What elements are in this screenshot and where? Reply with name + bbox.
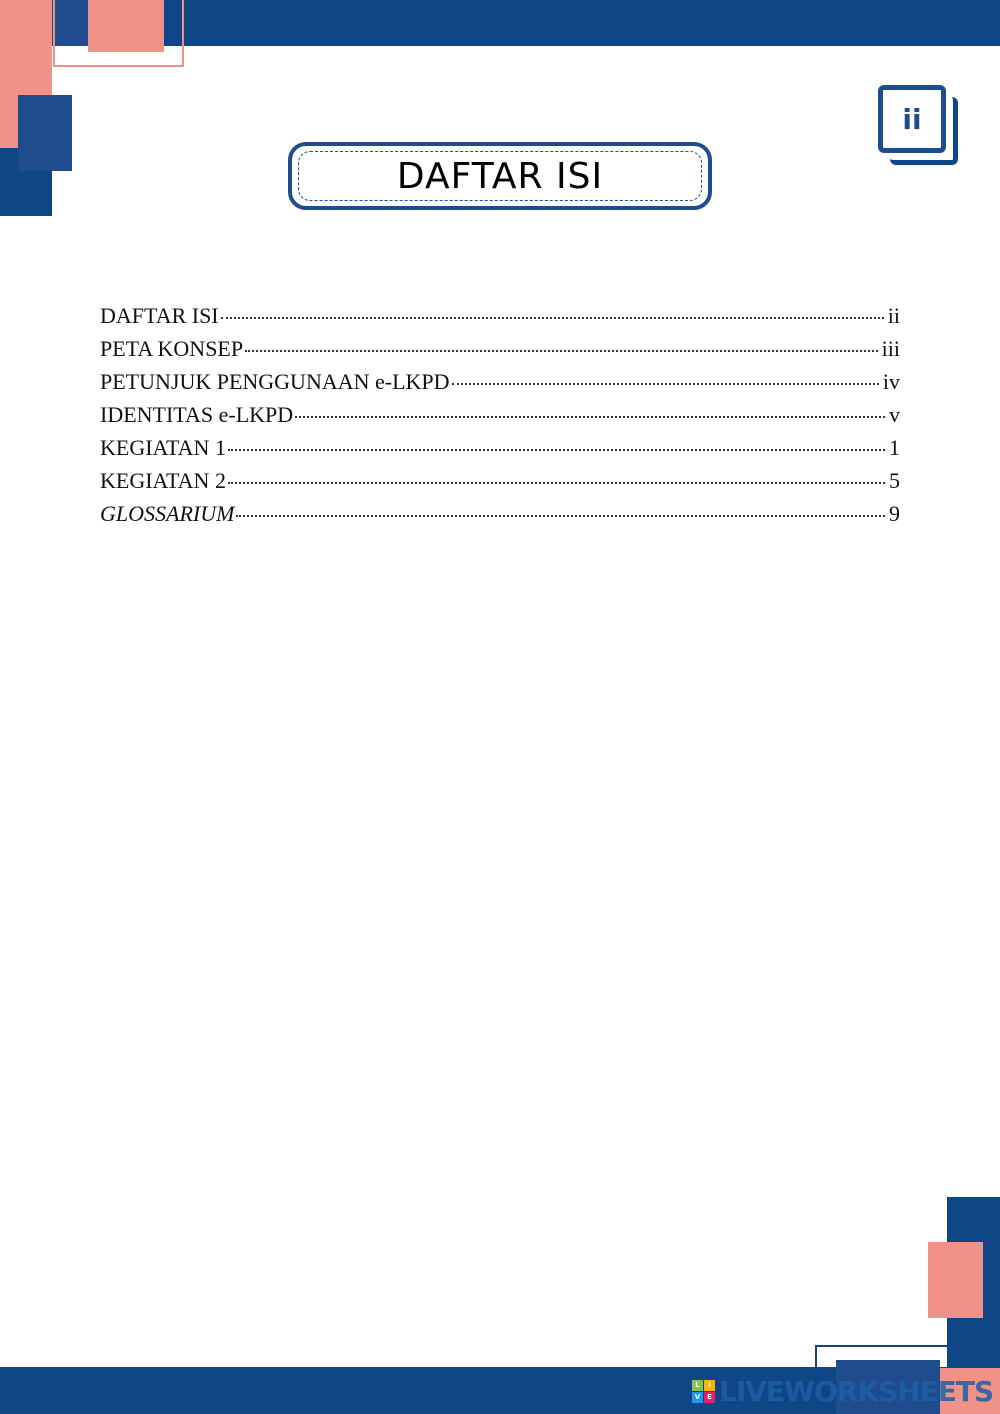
- toc-entry-page: 9: [889, 501, 900, 526]
- toc-entry[interactable]: [100, 336, 900, 369]
- watermark-text: LIVEWORKSHEETS: [719, 1375, 994, 1408]
- toc-entry-page: 1: [889, 435, 900, 460]
- logo-letter: L: [692, 1380, 703, 1391]
- title-frame: [288, 142, 712, 210]
- dot-leader: [295, 416, 885, 418]
- toc-entry-page: v: [889, 402, 900, 427]
- toc-entry-label: DAFTAR ISI: [100, 303, 219, 328]
- toc-entry-label: PETUNJUK PENGGUNAAN e-LKPD: [100, 369, 450, 394]
- toc-entry[interactable]: [100, 501, 900, 534]
- toc-entry-page: iv: [882, 369, 900, 394]
- toc-entry[interactable]: [100, 402, 900, 435]
- dot-leader: [228, 449, 885, 451]
- logo-letter: V: [692, 1392, 703, 1403]
- toc-entry-label: PETA KONSEP: [100, 336, 244, 361]
- liveworksheets-watermark: [692, 1375, 993, 1408]
- decorative-block: [928, 1242, 983, 1318]
- table-of-contents: [100, 303, 900, 534]
- toc-entry[interactable]: [100, 303, 900, 336]
- dot-leader: [236, 515, 885, 517]
- toc-entry[interactable]: [100, 369, 900, 402]
- toc-entry-page: ii: [887, 303, 900, 328]
- decorative-block: [18, 95, 72, 171]
- logo-letter: I: [704, 1380, 715, 1391]
- toc-entry-page: 5: [889, 468, 900, 493]
- toc-entry[interactable]: [100, 468, 900, 501]
- logo-letter: E: [704, 1392, 715, 1403]
- toc-entry-label: GLOSSARIUM: [100, 501, 235, 526]
- toc-entry-label: KEGIATAN 1: [100, 435, 226, 460]
- decorative-block: [88, 0, 164, 52]
- dot-leader: [228, 482, 885, 484]
- title-dashed-border: [298, 151, 702, 201]
- toc-entry-page: iii: [881, 336, 900, 361]
- page-title: DAFTAR ISI: [396, 155, 604, 197]
- dot-leader: [245, 350, 878, 352]
- page-number: ii: [902, 102, 922, 136]
- toc-entry[interactable]: [100, 435, 900, 468]
- toc-entry-label: IDENTITAS e-LKPD: [100, 402, 294, 427]
- dot-leader: [452, 383, 879, 385]
- dot-leader: [221, 317, 884, 319]
- page-number-badge: [878, 85, 946, 153]
- toc-entry-label: KEGIATAN 2: [100, 468, 226, 493]
- liveworksheets-logo-icon: [692, 1380, 715, 1403]
